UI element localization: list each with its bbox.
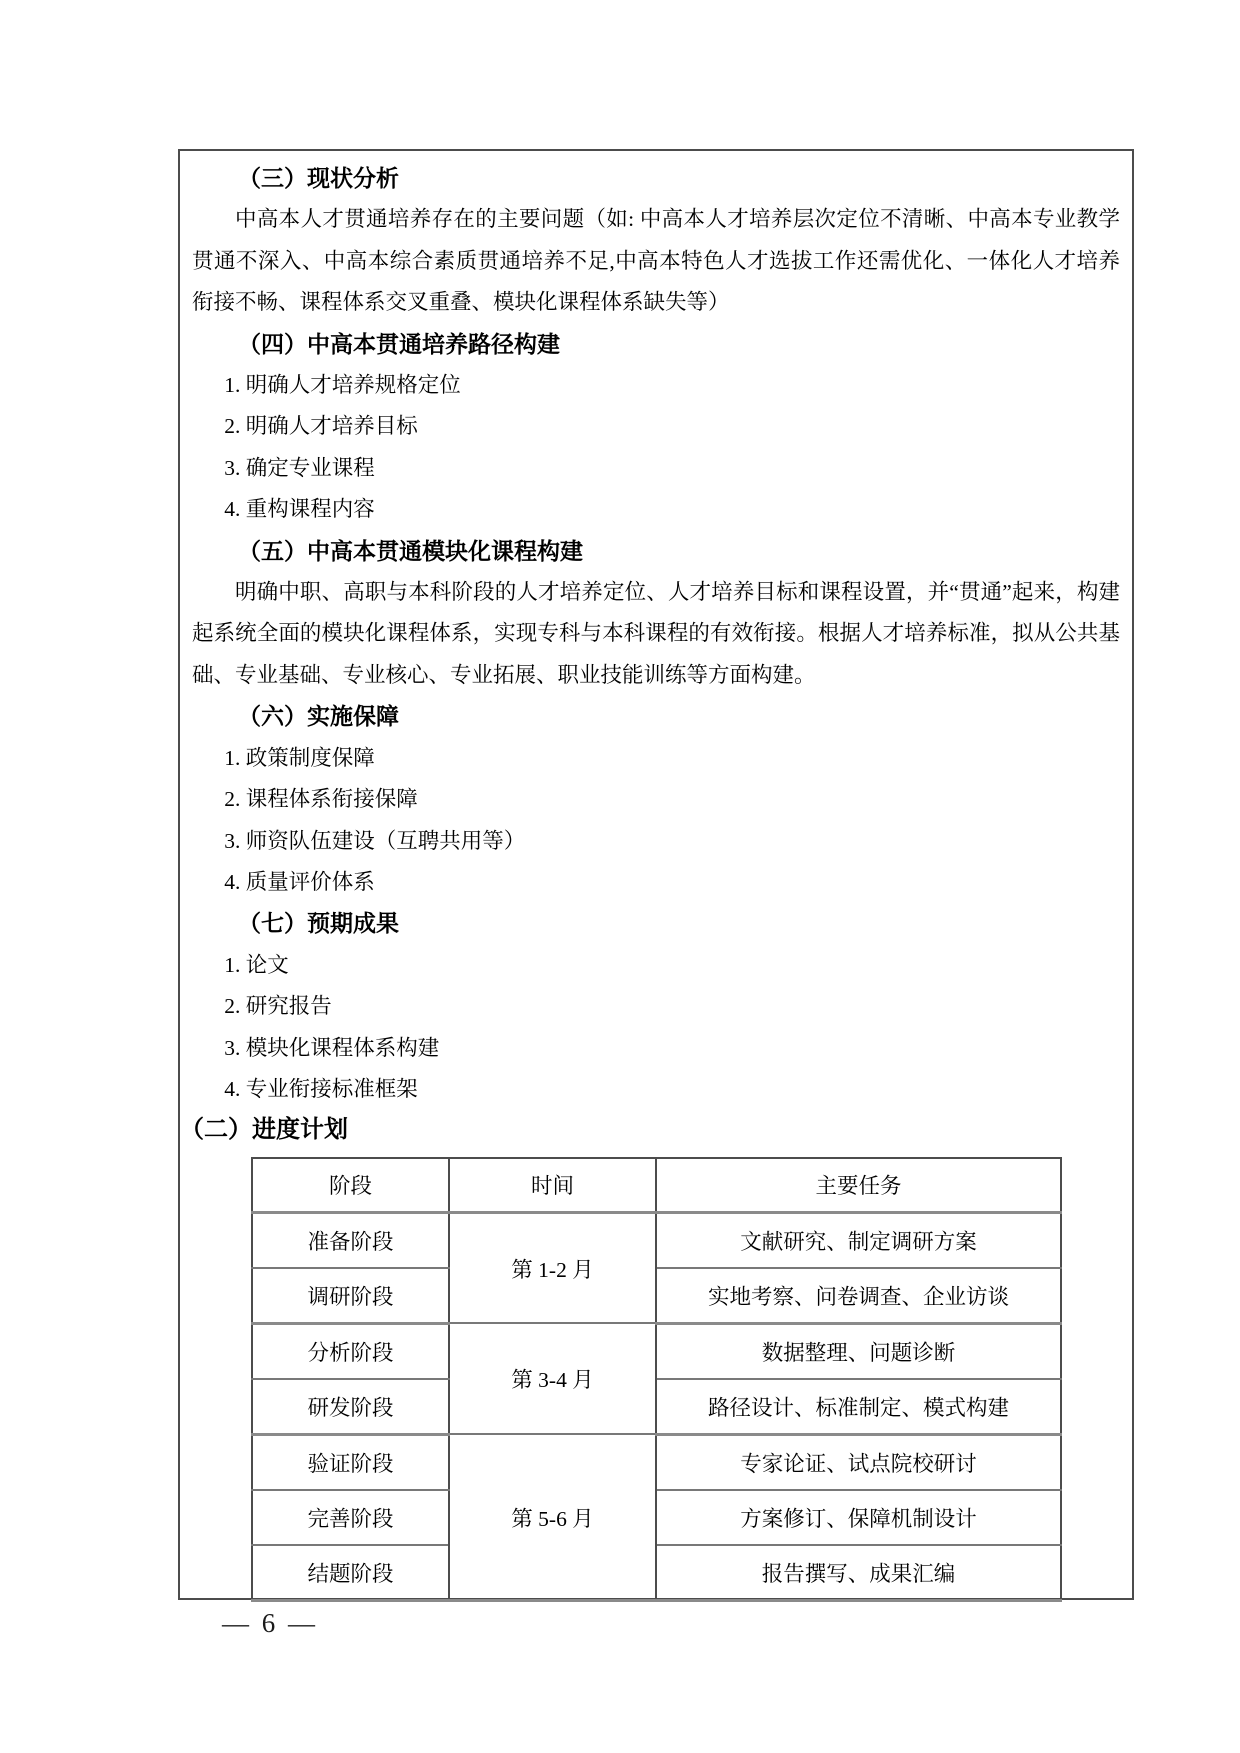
stage-cell: 验证阶段 [252, 1434, 449, 1490]
time-cell: 第 1-2 月 [449, 1212, 656, 1323]
task-cell: 实地考察、问卷调查、企业访谈 [656, 1268, 1061, 1324]
table-row [252, 1323, 1061, 1379]
list-item: 2. 课程体系衔接保障 [224, 787, 418, 812]
section-heading-modular-curriculum: （五）中高本贯通模块化课程构建 [238, 538, 583, 564]
list-item: 2. 明确人才培养目标 [224, 414, 418, 439]
task-cell: 数据整理、问题诊断 [656, 1323, 1061, 1379]
column-header-main-tasks: 主要任务 [656, 1158, 1061, 1213]
section-heading-schedule-plan: （二）进度计划 [180, 1117, 348, 1144]
schedule-table [251, 1157, 1062, 1602]
table-row [252, 1434, 1061, 1490]
time-cell: 第 3-4 月 [449, 1323, 656, 1434]
stage-cell: 研发阶段 [252, 1379, 449, 1435]
stage-cell: 结题阶段 [252, 1545, 449, 1601]
section-heading-status-analysis: （三）现状分析 [238, 166, 399, 191]
list-item: 4. 重构课程内容 [224, 497, 375, 522]
list-item: 4. 专业衔接标准框架 [224, 1076, 418, 1101]
page-number: — 6 — [222, 1608, 318, 1638]
table-row [252, 1268, 1061, 1324]
table-row [252, 1212, 1061, 1268]
column-header-time: 时间 [449, 1158, 656, 1213]
section-heading-implementation-guarantee: （六）实施保障 [238, 704, 399, 730]
list-item: 2. 研究报告 [224, 994, 332, 1019]
task-cell: 专家论证、试点院校研讨 [656, 1434, 1061, 1490]
table-row [252, 1545, 1061, 1601]
column-header-stage: 阶段 [252, 1158, 449, 1213]
time-cell: 第 5-6 月 [449, 1434, 656, 1600]
list-item: 1. 政策制度保障 [224, 745, 375, 770]
table-row [252, 1490, 1061, 1545]
status-analysis-paragraph: 中高本人才贯通培养存在的主要问题（如: 中高本人才培养层次定位不清晰、中高本专业教学贯通不深入、中高本综合素质贯通培养不足,中高本特色人才选拔工作还需优化、一体化人才培养衔接不畅、课程体系交叉重叠、模块化课程体系缺失等） [192, 207, 1120, 315]
task-cell: 方案修订、保障机制设计 [656, 1490, 1061, 1545]
section-heading-pathway-construction: （四）中高本贯通培养路径构建 [238, 331, 560, 357]
list-item: 3. 确定专业课程 [224, 455, 375, 480]
task-cell: 文献研究、制定调研方案 [656, 1212, 1061, 1268]
list-item: 1. 明确人才培养规格定位 [224, 373, 461, 398]
section-heading-expected-results: （七）预期成果 [238, 911, 399, 937]
modular-curriculum-paragraph: 明确中职、高职与本科阶段的人才培养定位、人才培养目标和课程设置，并“贯通”起来，构建起系统全面的模块化课程体系，实现专科与本科课程的有效衔接。根据人才培养标准，拟从公共基础、专业基础、专业核心、专业拓展、职业技能训练等方面构建。 [192, 580, 1120, 687]
list-item: 1. 论文 [224, 952, 289, 977]
list-item: 3. 师资队伍建设（互聘共用等） [224, 828, 526, 853]
task-cell: 报告撰写、成果汇编 [656, 1545, 1061, 1601]
stage-cell: 准备阶段 [252, 1212, 449, 1268]
table-row [252, 1379, 1061, 1435]
stage-cell: 调研阶段 [252, 1268, 449, 1324]
list-item: 3. 模块化课程体系构建 [224, 1035, 440, 1060]
stage-cell: 分析阶段 [252, 1323, 449, 1379]
list-item: 4. 质量评价体系 [224, 869, 375, 894]
form-content-cell [178, 149, 1134, 1600]
table-header-row [252, 1158, 1061, 1213]
stage-cell: 完善阶段 [252, 1490, 449, 1545]
task-cell: 路径设计、标准制定、模式构建 [656, 1379, 1061, 1435]
